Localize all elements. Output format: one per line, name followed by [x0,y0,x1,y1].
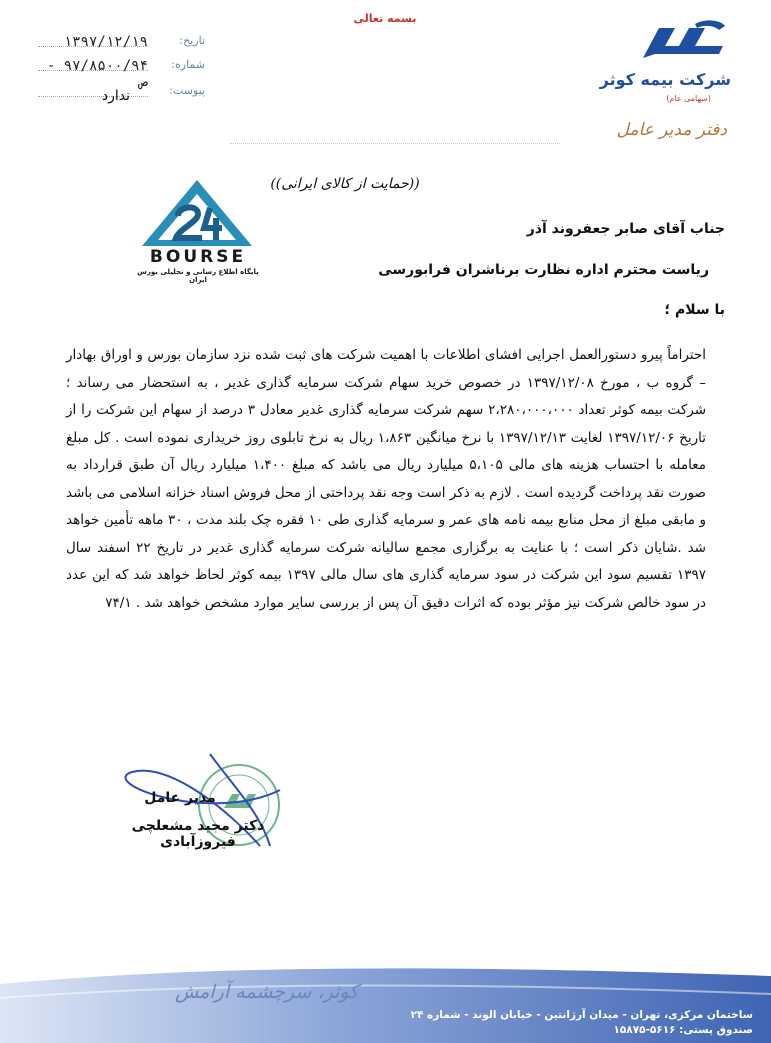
iranian-goods-slogan: ((حمایت از کالای ایرانی)) [270,176,420,192]
footer-pobox: صندوق پستی: ۵۶۱۶-۱۵۸۷۵ [613,1024,753,1036]
addressee: جناب آقای صابر جعفروند آذر [526,221,725,237]
greeting: با سلام ؛ [664,302,725,318]
signatory-title: مدیر عامل [144,790,216,806]
addressee-position: ریاست محترم اداره نظارت برناشران فرابورسی [378,262,709,278]
attachment-value: ندارد [101,88,130,104]
company-name: شرکت بیمه کوثر [599,70,731,89]
signatory-name: دکتر مجید مشعلچی فیروزآبادی [131,818,265,850]
company-logo-icon [635,18,727,66]
bourse-logo-icon [140,178,255,248]
office-title: دفتر مدیر عامل [616,120,727,140]
date-label: تاریخ: [179,34,205,47]
letter-body: احتراماً پیرو دستورالعمل اجرایی افشای اطلاعات با اهمیت شرکت های ثبت شده نزد سازمان بورس و اوراق بهادار – گروه ب ، مورخ ۱۳۹۷/۱۲/۰۸ در خصوص خرید سهام شرکت سرمایه گذاری غدیر ، به استحضار می رساند ؛ شرکت بیمه کوثر تعداد ۲،۲۸۰،۰۰۰،۰۰۰ سهم شرکت سرمایه گذاری غدیر معادل ۳ درصد از سهام این شرکت را از تاریخ ۱۳۹۷/۱۲/۰۶ لغایت ۱۳۹۷/۱۲/۱۳ با نرخ میانگین ۱،۸۶۳ ریال به نرخ تابلوی روز خریداری نموده است . کل مبلغ معامله با احتساب هزینه های مالی ۵،۱۰۵ میلیارد ریال می باشد که مبلغ ۱،۴۰۰ میلیارد ریال آن طبق قرارداد به صورت نقد پرداخت گردیده است . لازم به ذکر است وجه نقد پرداختی از محل فروش اسناد خزانه اسلامی می باشد و مابقی مبلغ از محل منابع بیمه نامه های عمر و سرمایه گذاری طی ۱۰ فقره چک بلند مدت ، ۳۰ ماهه تأمین خواهد شد .شایان ذکر است ؛ با عنایت به برگزاری مجمع سالیانه شرکت سرمایه گذاری غدیر در تاریخ ۲۲ اسفند سال ۱۳۹۷ تقسیم سود این شرکت در سود سرمایه گذاری های سال مالی ۱۳۹۷ بیمه کوثر لحاظ خواهد شد که این عدد در سود خالص شرکت نیز مؤثر بوده که اثرات دقیق آن پس از بررسی سایر موارد مشخص خواهد شد . ۷۴/۱ [66,347,707,611]
header-divider [230,143,560,144]
footer-slogan: کوثر، سرچشمه آرامش [175,981,359,1003]
footer-address: ساختمان مرکزی، تهران - میدان آرژانتین - خیابان الوند - شماره ۲۴ [410,1009,753,1021]
invocation-text: بسمه تعالی [353,12,417,25]
bourse-logo-subtitle: پایگاه اطلاع رسانی و تحلیلی بورس ایران [137,268,259,284]
date-value: ۱۳۹۷/۱۲/۱۹ [63,34,148,50]
number-label: شماره: [171,58,205,71]
bourse-logo-word: BOURSE [149,247,247,267]
attachment-label: پیوست: [169,84,205,97]
number-value: ۹۷/۸۵۰۰/۹۴ - ص [46,58,148,90]
company-subtitle: (سهامی عام) [666,94,711,103]
